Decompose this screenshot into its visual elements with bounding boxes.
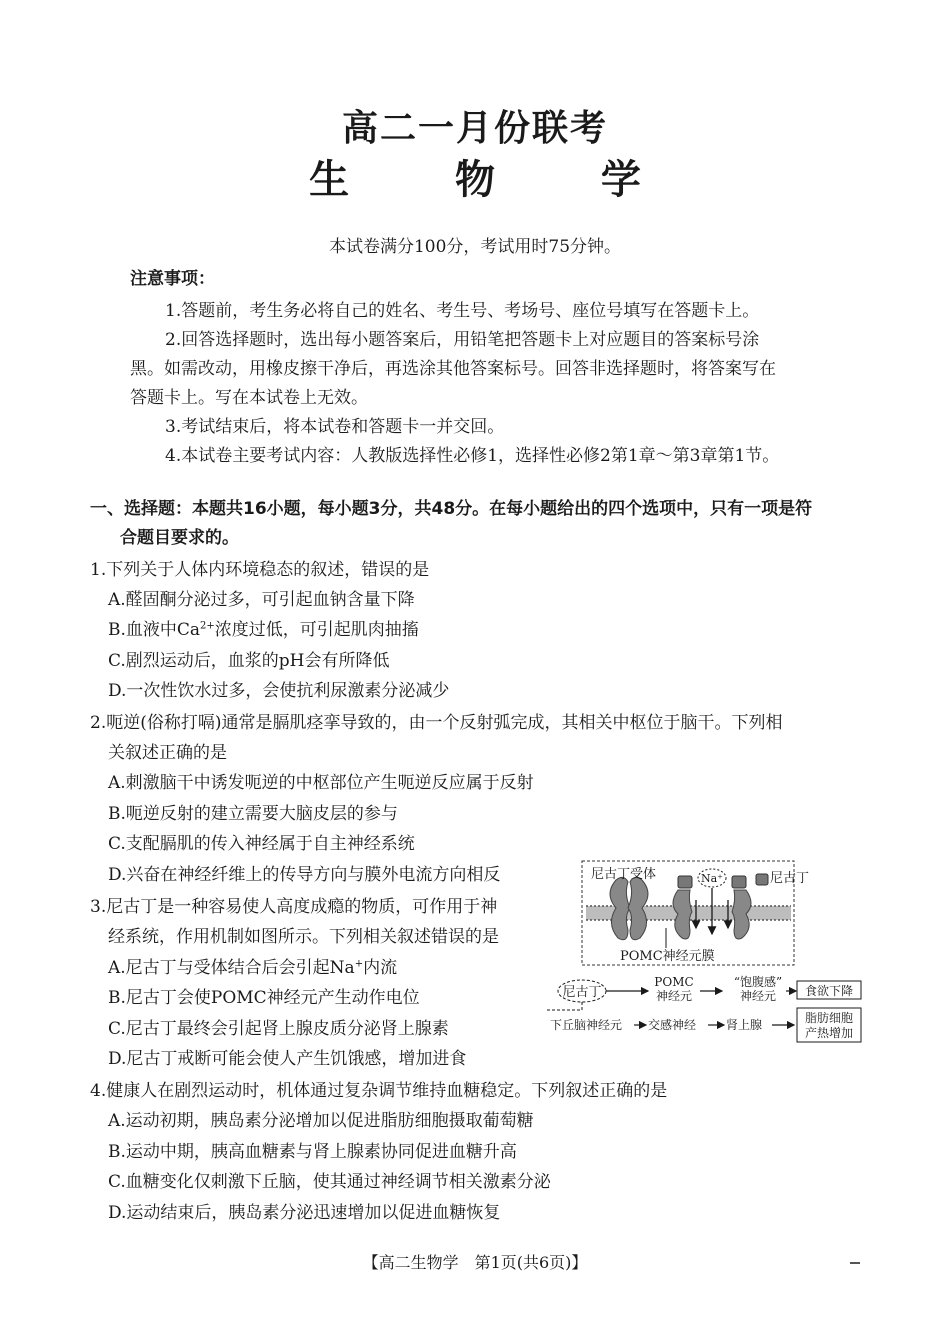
pomc-node-line1: POMC (654, 975, 694, 989)
q3-option-c: C.尼古丁最终会引起肾上腺皮质分泌肾上腺素 (108, 1019, 449, 1039)
q2-option-c: C.支配膈肌的传入神经属于自主神经系统 (108, 834, 415, 854)
page-footer: 【高二生物学 第1页(共6页)】 (362, 1253, 588, 1272)
nicotine-molecule (756, 874, 768, 885)
q3-option-d: D.尼古丁戒断可能会使人产生饥饿感，增加进食 (108, 1049, 467, 1069)
nicotine-label-top: 尼古丁 (770, 871, 810, 886)
q1-option-c: C.剧烈运动后，血浆的pH会有所降低 (108, 651, 390, 671)
nicotine-node-label: 尼古丁 (562, 985, 602, 1000)
fat-cell-line2: 产热增加 (804, 1026, 854, 1040)
note-item: 1.答题前，考生务必将自己的姓名、考生号、考场号、座位号填写在答题卡上。 (165, 301, 760, 321)
q4-option-d: D.运动结束后，胰岛素分泌迅速增加以促进血糖恢复 (108, 1203, 501, 1223)
q4-option-b: B.运动中期，胰高血糖素与肾上腺素协同促进血糖升高 (108, 1142, 517, 1162)
q1-option-b: B.血液中$Ca^{2+}$浓度过低，可引起肌肉抽搐 (108, 620, 419, 640)
section-heading: 一、选择题：本题共16小题，每小题3分，共48分。在每小题给出的四个选项中，只有一项是符 (90, 499, 813, 519)
q2-option-a: A.刺激脑干中诱发呃逆的中枢部位产生呃逆反应属于反射 (108, 773, 534, 793)
q3-option-a: A.尼古丁与受体结合后会引起Na+内流 (108, 958, 398, 978)
question-3-stem-cont: 经系统，作用机制如图所示。下列相关叙述错误的是 (108, 927, 499, 947)
nicotine-receptor-shape (610, 877, 648, 939)
nicotine-mechanism-figure (546, 858, 864, 1044)
na-label: Na⁺ (701, 872, 723, 885)
appetite-down-label: 食欲下降 (804, 984, 854, 998)
pomc-node-line2: 神经元 (655, 989, 693, 1003)
note-item: 黑。如需改动，用橡皮擦干净后，再选涂其他答案标号。回答非选择题时，将答案写在 (130, 359, 776, 379)
footer-mark (850, 1262, 860, 1264)
q1-option-a: A.醛固酮分泌过多，可引起血钠含量下降 (108, 590, 415, 610)
satiety-node-line2: 神经元 (739, 989, 777, 1003)
notes-heading: 注意事项： (130, 269, 215, 289)
question-3-stem: 3.尼古丁是一种容易使人高度成瘾的物质，可作用于神 (90, 897, 498, 917)
adrenal-label: 肾上腺 (726, 1018, 763, 1032)
q2-option-d: D.兴奋在神经纤维上的传导方向与膜外电流方向相反 (108, 865, 501, 885)
subject-title: 生 物 学 (309, 156, 687, 203)
exam-title: 高二一月份联考 (341, 107, 608, 149)
membrane-label: POMC神经元膜 (620, 949, 715, 964)
note-item: 2.回答选择题时，选出每小题答案后，用铅笔把答题卡上对应题目的答案标号涂 (165, 330, 760, 350)
question-2-stem: 2.呃逆(俗称打嗝)通常是膈肌痉挛导致的，由一个反射弧完成，其相关中枢位于脑干。下列相 (90, 713, 783, 733)
exam-info: 本试卷满分100分，考试用时75分钟。 (328, 237, 622, 257)
question-1-stem: 1.下列关于人体内环境稳态的叙述，错误的是 (90, 560, 430, 580)
q1-option-d: D.一次性饮水过多，会使抗利尿激素分泌减少 (108, 681, 450, 701)
q4-option-c: C.血糖变化仅刺激下丘脑，使其通过神经调节相关激素分泌 (108, 1172, 551, 1192)
sympathetic-label: 交感神经 (648, 1018, 697, 1032)
note-item: 4.本试卷主要考试内容：人教版选择性必修1，选择性必修2第1章～第3章第1节。 (165, 446, 780, 466)
question-4-stem: 4.健康人在剧烈运动时，机体通过复杂调节维持血糖稳定。下列叙述正确的是 (90, 1081, 668, 1101)
q4-option-a: A.运动初期，胰岛素分泌增加以促进脂肪细胞摄取葡萄糖 (108, 1111, 534, 1131)
section-heading-cont: 合题目要求的。 (120, 528, 239, 548)
question-2-stem-cont: 关叙述正确的是 (108, 743, 227, 763)
fat-cell-line1: 脂肪细胞 (804, 1011, 854, 1025)
note-item: 3.考试结束后，将本试卷和答题卡一并交回。 (165, 417, 505, 437)
note-item: 答题卡上。写在本试卷上无效。 (130, 388, 368, 408)
hypothalamus-label: 下丘脑神经元 (550, 1018, 623, 1032)
q2-option-b: B.呃逆反射的建立需要大脑皮层的参与 (108, 804, 398, 824)
q3-option-b: B.尼古丁会使POMC神经元产生动作电位 (108, 988, 420, 1008)
satiety-node-line1: “饱腹感” (733, 975, 783, 989)
receptor-label: 尼古丁受体 (591, 867, 657, 882)
